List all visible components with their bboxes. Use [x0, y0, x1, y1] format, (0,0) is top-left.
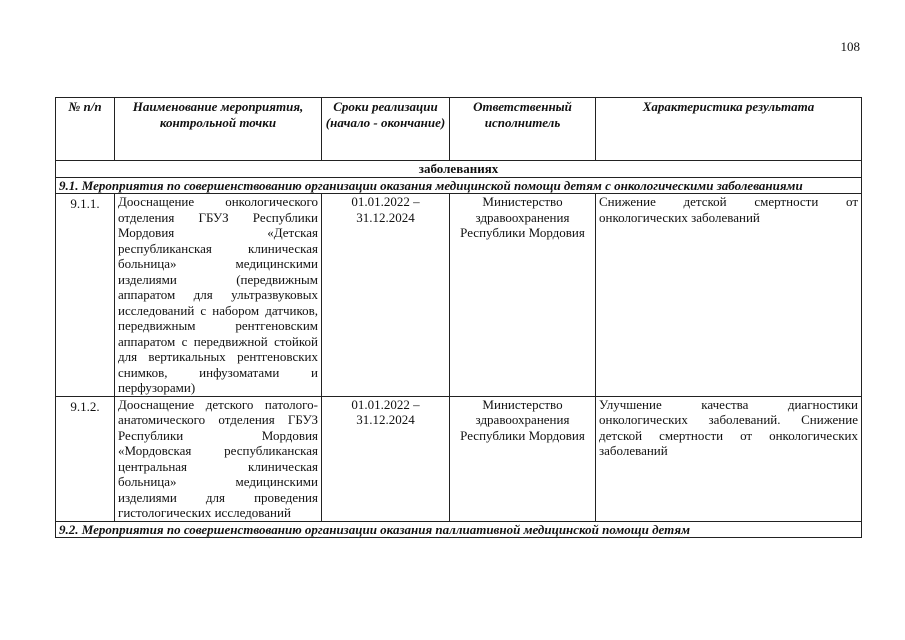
- row-name: Дооснащение детского патолого-анатомического отделения ГБУЗ Республики Мордовия «Мордовская республиканская центральная клиническая больница» медицинскими изделиями для проведения гистологических исследований: [115, 396, 322, 521]
- row-executor: Министерство здравоохранения Республики Мордовия: [450, 396, 596, 521]
- page-number: 108: [840, 39, 860, 54]
- row-period: 01.01.2022 – 31.12.2024: [322, 396, 450, 521]
- header-period: Сроки реализации (начало - окончание): [322, 98, 450, 161]
- table-row: [56, 396, 862, 521]
- header-name: Наименование мероприятия, контрольной точки: [115, 98, 322, 161]
- header-result: Характеристика результата: [596, 98, 862, 161]
- row-number: 9.1.2.: [56, 396, 115, 521]
- row-result: Улучшение качества диагностики онкологических заболеваний. Снижение детской смертности от онкологических заболеваний: [596, 396, 862, 521]
- measures-table-container: [55, 97, 861, 538]
- header-executor: Ответственный исполнитель: [450, 98, 596, 161]
- row-result: Снижение детской смертности от онкологических заболеваний: [596, 194, 862, 397]
- measures-table: [55, 97, 862, 538]
- group-title-9-2: 9.2. Мероприятия по совершенствованию организации оказания паллиативной медицинской помощи детям: [56, 521, 862, 538]
- row-name: Дооснащение онкологического отделения ГБУЗ Республики Мордовия «Детская республиканская клиническая больница» медицинскими изделиями (передвижным аппаратом для ультразвуковых исследований с набором датчиков, передвижным рентгеновским аппаратом с передвижной стойкой для вертикальных рентгеновских снимков, инфузоматами и перфузорами): [115, 194, 322, 397]
- table-header-row: [56, 98, 862, 161]
- row-executor: Министерство здравоохранения Республики Мордовия: [450, 194, 596, 397]
- header-number: № п/п: [56, 98, 115, 161]
- row-period: 01.01.2022 – 31.12.2024: [322, 194, 450, 397]
- section-title: заболеваниях: [56, 161, 862, 178]
- row-number: 9.1.1.: [56, 194, 115, 397]
- group-row: [56, 521, 862, 538]
- section-row: [56, 161, 862, 178]
- group-row: [56, 177, 862, 194]
- table-row: [56, 194, 862, 397]
- group-title-9-1: 9.1. Мероприятия по совершенствованию организации оказания медицинской помощи детям с онкологическими заболеваниями: [56, 177, 862, 194]
